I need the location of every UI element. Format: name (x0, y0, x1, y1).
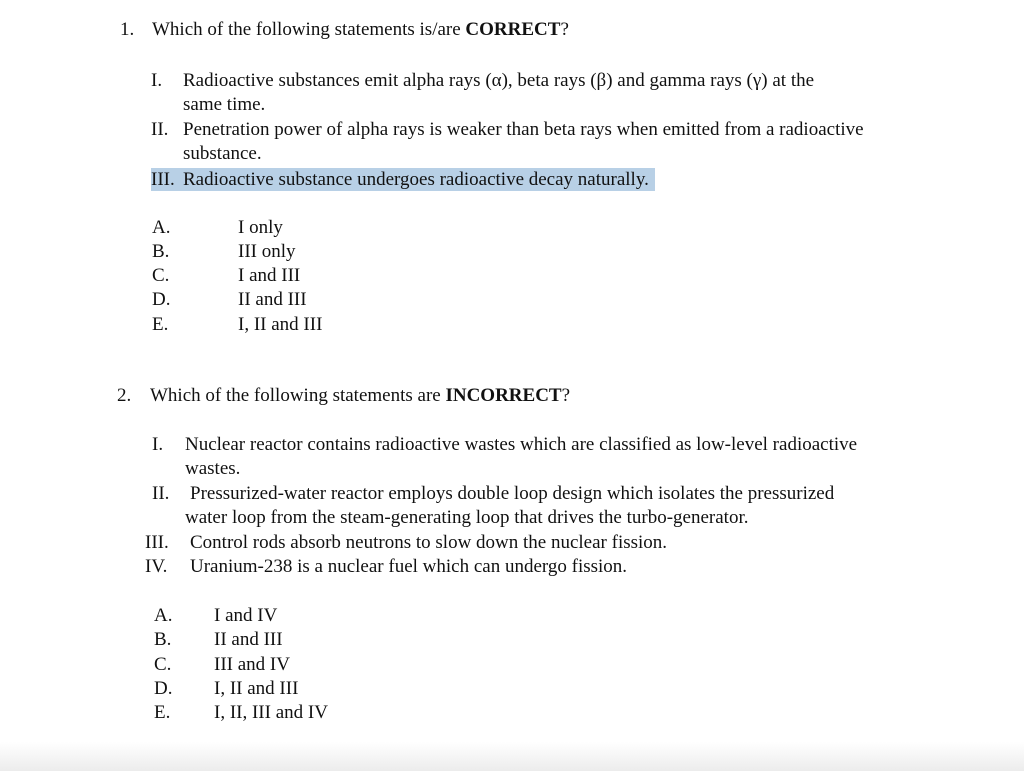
option-text: I and III (238, 265, 301, 286)
statement-text: Uranium-238 is a nuclear fuel which can undergo fission. (190, 556, 628, 577)
option-letter: A. (152, 217, 171, 238)
statement-numeral: I. (152, 434, 164, 455)
stem-text: Which of the following statements are (150, 385, 446, 406)
statement-numeral: III. (145, 532, 169, 553)
option-letter: E. (154, 702, 171, 723)
statement-text: Nuclear reactor contains radioactive wastes which are classified as low-level radioactive (185, 434, 858, 455)
stem-emphasis: INCORRECT (445, 385, 562, 406)
stem-text: Which of the following statements is/are (152, 19, 466, 40)
statement-text: Control rods absorb neutrons to slow down the nuclear fission. (190, 532, 668, 553)
option-letter: B. (154, 629, 172, 650)
option-text: I and IV (214, 605, 278, 626)
question-number: 2. (117, 385, 132, 406)
option-text: I only (238, 217, 283, 238)
statement-text-cont: wastes. (185, 458, 241, 479)
question-stem (152, 18, 569, 42)
text-selection-highlight[interactable] (151, 168, 655, 191)
statement-numeral: II. (152, 483, 170, 504)
statement-numeral: III. (151, 169, 175, 190)
stem-emphasis: CORRECT (465, 19, 561, 40)
option-text: III only (238, 241, 296, 262)
statement-text: Pressurized-water reactor employs double loop design which isolates the pressurized (190, 483, 835, 504)
statement-text: Penetration power of alpha rays is weaker than beta rays when emitted from a radioactive (183, 119, 864, 140)
option-letter: C. (152, 265, 170, 286)
page-bottom-edge (0, 742, 1024, 771)
statement-text: Radioactive substances emit alpha rays (α), beta rays (β) and gamma rays (γ) at the (183, 70, 815, 91)
statement-text-cont: substance. (183, 143, 262, 164)
statement-text-cont: same time. (183, 94, 266, 115)
statement-text: Radioactive substance undergoes radioactive decay naturally. (183, 169, 649, 190)
stem-end: ? (561, 385, 571, 406)
option-text: III and IV (214, 654, 290, 675)
statement-numeral: II. (151, 119, 169, 140)
statement-text-cont: water loop from the steam-generating loop that drives the turbo-generator. (185, 507, 749, 528)
option-letter: A. (154, 605, 173, 626)
statement-numeral: IV. (145, 556, 168, 577)
option-text: I, II and III (214, 678, 299, 699)
option-letter: E. (152, 314, 169, 335)
option-letter: B. (152, 241, 170, 262)
option-text: II and III (214, 629, 283, 650)
stem-end: ? (560, 19, 569, 40)
question-number: 1. (120, 19, 135, 40)
option-text: I, II, III and IV (214, 702, 328, 723)
option-text: II and III (238, 289, 307, 310)
option-letter: D. (152, 289, 171, 310)
option-letter: C. (154, 654, 172, 675)
question-stem (150, 384, 570, 408)
option-letter: D. (154, 678, 173, 699)
option-text: I, II and III (238, 314, 323, 335)
statement-numeral: I. (151, 70, 163, 91)
